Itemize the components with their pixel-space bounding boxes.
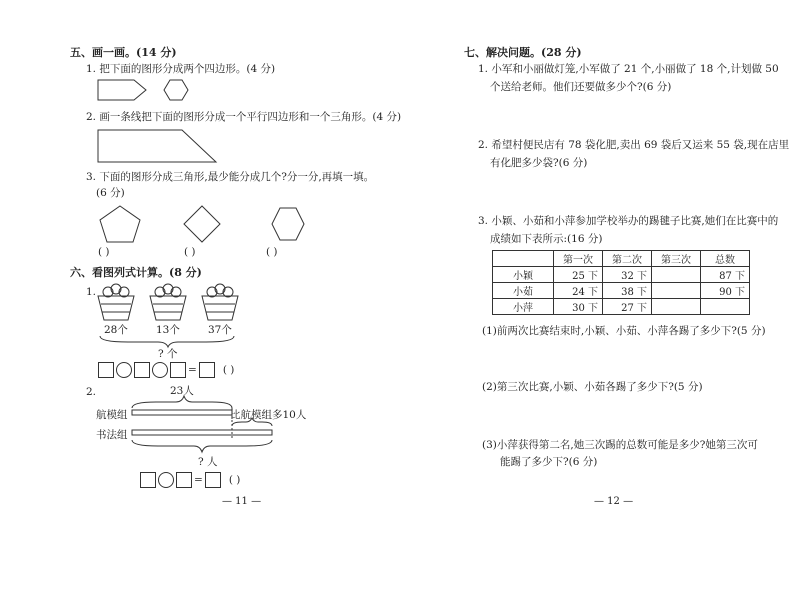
section-6-title: 六、看图列式计算。(8 分) (70, 266, 202, 279)
section-7-title: 七、解决问题。(28 分) (464, 46, 582, 59)
table-cell: 27 下 (603, 299, 652, 315)
pentagon-arrow-shapes (96, 78, 216, 106)
question-7-2-line2: 有化肥多少袋?(6 分) (490, 157, 588, 169)
question-5-2: 2. 画一条线把下面的图形分成一个平行四边形和一个三角形。(4 分) (86, 111, 402, 123)
answer-box[interactable] (199, 362, 215, 378)
calligraphy-bar (132, 430, 272, 435)
sub-question-3-line2: 能踢了多少下?(6 分) (500, 456, 598, 468)
page-number-left: — 11 — (222, 496, 262, 507)
table-cell: 小茹 (493, 283, 554, 299)
table-cell-blank[interactable] (652, 299, 701, 315)
table-cell: 90 下 (701, 283, 750, 299)
question-6-2-number: 2. (86, 386, 97, 398)
table-cell: 24 下 (554, 283, 603, 299)
table-cell: 25 下 (554, 267, 603, 283)
table-cell-blank[interactable] (652, 267, 701, 283)
table-cell: 小颖 (493, 267, 554, 283)
trapezoid-figure (96, 128, 226, 164)
question-5-3-line1: 3. 下面的图形分成三角形,最少能分成几个?分一分,再填一填。 (86, 171, 375, 183)
table-header-row (493, 251, 750, 267)
bottom-label: ? 人 (198, 456, 218, 468)
basket-2 (150, 284, 186, 320)
equation-1 (98, 362, 234, 378)
bar-diagram (128, 394, 328, 458)
table-cell: 小萍 (493, 299, 554, 315)
hexagon-shape-small (164, 80, 188, 100)
top-brace (132, 396, 232, 408)
table-header-cell: 总数 (701, 251, 750, 267)
table-header-cell: 第三次 (652, 251, 701, 267)
operator-circle[interactable] (152, 362, 168, 378)
diamond-shape (184, 206, 220, 242)
answer-box[interactable] (98, 362, 114, 378)
answer-box[interactable] (205, 472, 221, 488)
table-header-cell (493, 251, 554, 267)
aviation-bar (132, 410, 232, 415)
hexagon-shape (272, 208, 304, 240)
pentagon-shape (100, 206, 140, 242)
total-label: ? 个 (158, 348, 178, 360)
unit-paren[interactable]: ( ) (222, 364, 235, 376)
basket-3 (202, 284, 238, 320)
question-5-1: 1. 把下面的图形分成两个四边形。(4 分) (86, 63, 276, 75)
sub-question-1: (1)前两次比赛结束时,小颖、小茹、小萍各踢了多少下?(5 分) (482, 325, 766, 337)
answer-paren-hexagon[interactable]: ( ) (266, 246, 278, 258)
basket-1 (98, 284, 134, 320)
sub-question-2: (2)第三次比赛,小颖、小茹各踢了多少下?(5 分) (482, 381, 703, 393)
page-number-right: — 12 — (594, 496, 634, 507)
calligraphy-group-label: 书法组 (96, 429, 128, 441)
sub-question-3-line1: (3)小萍获得第二名,她三次踢的总数可能是多少?她第三次可 (482, 439, 758, 451)
more-label: 比航模组多10人 (230, 409, 307, 421)
table-header-cell: 第二次 (603, 251, 652, 267)
section-5-title: 五、画一画。(14 分) (70, 46, 177, 59)
basket-label-1: 28个 (104, 324, 128, 336)
answer-box[interactable] (134, 362, 150, 378)
table-cell: 30 下 (554, 299, 603, 315)
question-7-2-line1: 2. 希望村便民店有 78 袋化肥,卖出 69 袋后又运来 55 袋,现在店里 (478, 139, 790, 151)
equation-2 (140, 472, 240, 488)
polygon-figures (96, 204, 336, 246)
aviation-group-label: 航模组 (96, 409, 128, 421)
arrow-pentagon-shape (98, 80, 146, 100)
table-cell-blank[interactable] (701, 299, 750, 315)
answer-paren-pentagon[interactable]: ( ) (98, 246, 110, 258)
table-cell: 38 下 (603, 283, 652, 299)
question-5-3-line2: (6 分) (96, 187, 125, 199)
question-7-1-line1: 1. 小军和小丽做灯笼,小军做了 21 个,小丽做了 18 个,计划做 50 (478, 63, 779, 75)
operator-circle[interactable] (116, 362, 132, 378)
table-cell: 32 下 (603, 267, 652, 283)
table-row (493, 267, 750, 283)
table-header-cell: 第一次 (554, 251, 603, 267)
table-row (493, 283, 750, 299)
answer-box[interactable] (176, 472, 192, 488)
question-7-1-line2: 个送给老师。他们还要做多少个?(6 分) (490, 81, 672, 93)
operator-circle[interactable] (158, 472, 174, 488)
basket-label-2: 13个 (156, 324, 180, 336)
top-label: 23人 (170, 385, 194, 397)
table-cell-blank[interactable] (652, 283, 701, 299)
answer-box[interactable] (140, 472, 156, 488)
bottom-brace (132, 440, 272, 452)
unit-paren[interactable]: ( ) (228, 474, 241, 486)
answer-paren-diamond[interactable]: ( ) (184, 246, 196, 258)
answer-box[interactable] (170, 362, 186, 378)
fruit-baskets (96, 280, 256, 326)
basket-label-3: 37个 (208, 324, 232, 336)
question-7-3-line2: 成绩如下表所示:(16 分) (490, 233, 603, 245)
equals-sign: = (194, 474, 203, 486)
score-table (492, 250, 750, 315)
table-cell: 87 下 (701, 267, 750, 283)
right-trapezoid-shape (98, 130, 216, 162)
question-6-1-number: 1. (86, 286, 97, 298)
equals-sign: = (188, 364, 197, 376)
table-row (493, 299, 750, 315)
question-7-3-line1: 3. 小颖、小茹和小萍参加学校举办的踢毽子比赛,她们在比赛中的 (478, 215, 779, 227)
